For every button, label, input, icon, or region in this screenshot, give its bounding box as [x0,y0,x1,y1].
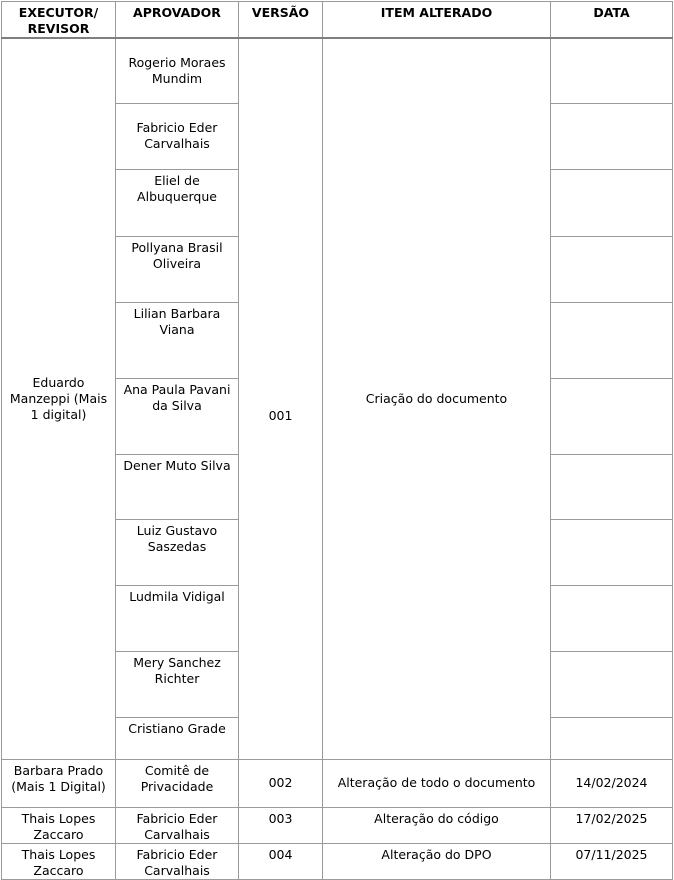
data-cell [551,454,673,519]
data-cell [551,236,673,302]
executor-cell: Thais Lopes Zaccaro [2,807,116,843]
table-row [2,38,673,103]
data-cell [551,302,673,378]
data-cell [551,38,673,103]
aprovador-cell: Dener Muto Silva [116,454,239,519]
aprovador-cell: Ludmila Vidigal [116,585,239,651]
item-cell: Alteração de todo o documento [323,759,551,807]
header-data: DATA [551,2,673,39]
data-cell [551,169,673,236]
table-row [2,759,673,807]
executor-cell: Eduardo Manzeppi (Mais 1 digital) [2,38,116,759]
data-cell [551,717,673,759]
aprovador-cell: Fabricio Eder Carvalhais [116,807,239,843]
aprovador-cell: Pollyana Brasil Oliveira [116,236,239,302]
data-cell: 07/11/2025 [551,843,673,879]
aprovador-cell: Lilian Barbara Viana [116,302,239,378]
versao-cell: 001 [239,38,323,759]
aprovador-cell: Rogerio Moraes Mundim [116,38,239,103]
versao-cell: 003 [239,807,323,843]
executor-cell: Thais Lopes Zaccaro [2,843,116,879]
data-cell [551,585,673,651]
table-row [2,807,673,843]
versao-cell: 004 [239,843,323,879]
item-cell: Criação do documento [323,38,551,759]
header-item-alterado: ITEM ALTERADO [323,2,551,39]
aprovador-cell: Fabricio Eder Carvalhais [116,843,239,879]
aprovador-cell: Comitê de Privacidade [116,759,239,807]
item-cell: Alteração do código [323,807,551,843]
table-row [2,843,673,879]
versao-cell: 002 [239,759,323,807]
aprovador-cell: Luiz Gustavo Saszedas [116,519,239,585]
aprovador-cell: Cristiano Grade [116,717,239,759]
header-executor: EXECUTOR/ REVISOR [2,2,116,39]
header-row [2,2,673,39]
data-cell: 17/02/2025 [551,807,673,843]
item-cell: Alteração do DPO [323,843,551,879]
aprovador-cell: Fabricio Eder Carvalhais [116,103,239,169]
header-aprovador: APROVADOR [116,2,239,39]
data-cell [551,378,673,454]
data-cell [551,651,673,717]
aprovador-cell: Mery Sanchez Richter [116,651,239,717]
data-cell: 14/02/2024 [551,759,673,807]
data-cell [551,103,673,169]
data-cell [551,519,673,585]
aprovador-cell: Eliel de Albuquerque [116,169,239,236]
revision-history-table [1,1,673,880]
aprovador-cell: Ana Paula Pavani da Silva [116,378,239,454]
header-versao: VERSÃO [239,2,323,39]
executor-cell: Barbara Prado (Mais 1 Digital) [2,759,116,807]
